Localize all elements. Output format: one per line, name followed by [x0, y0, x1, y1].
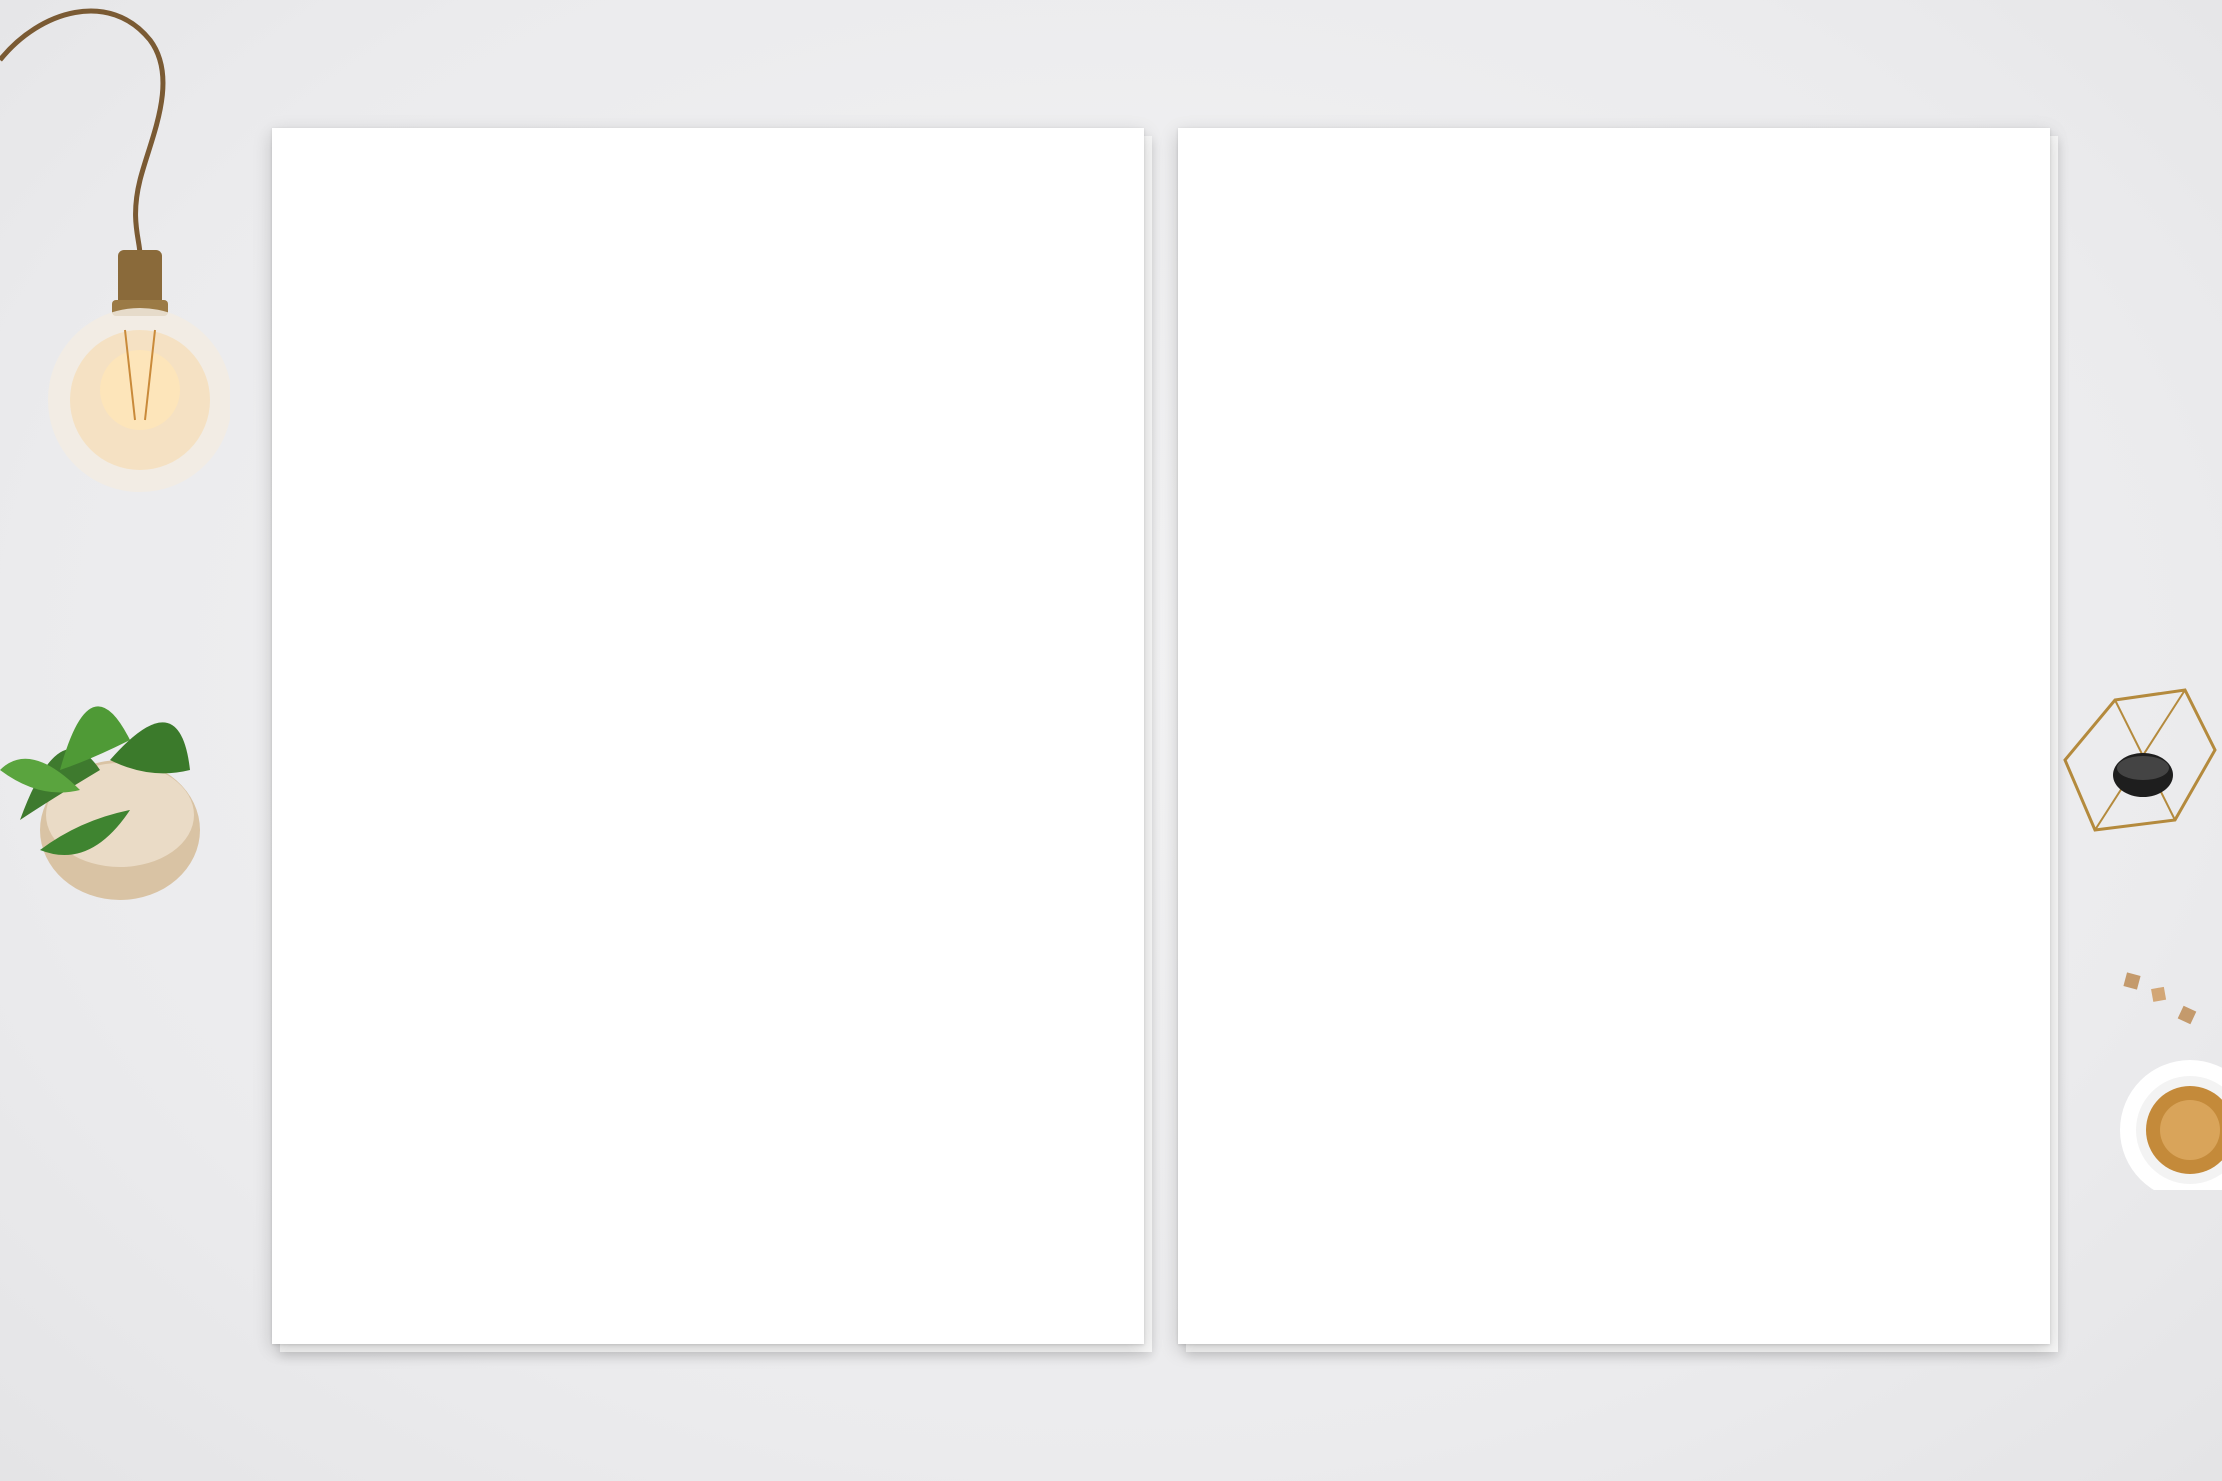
resume-page-1 — [272, 128, 1144, 1344]
potted-plant-icon — [0, 620, 200, 960]
coffee-cup-icon — [2080, 960, 2222, 1190]
resume-page-2 — [1178, 128, 2050, 1344]
geometric-candle-holder-icon — [2055, 680, 2222, 860]
hanging-light-bulb-icon — [0, 0, 230, 520]
